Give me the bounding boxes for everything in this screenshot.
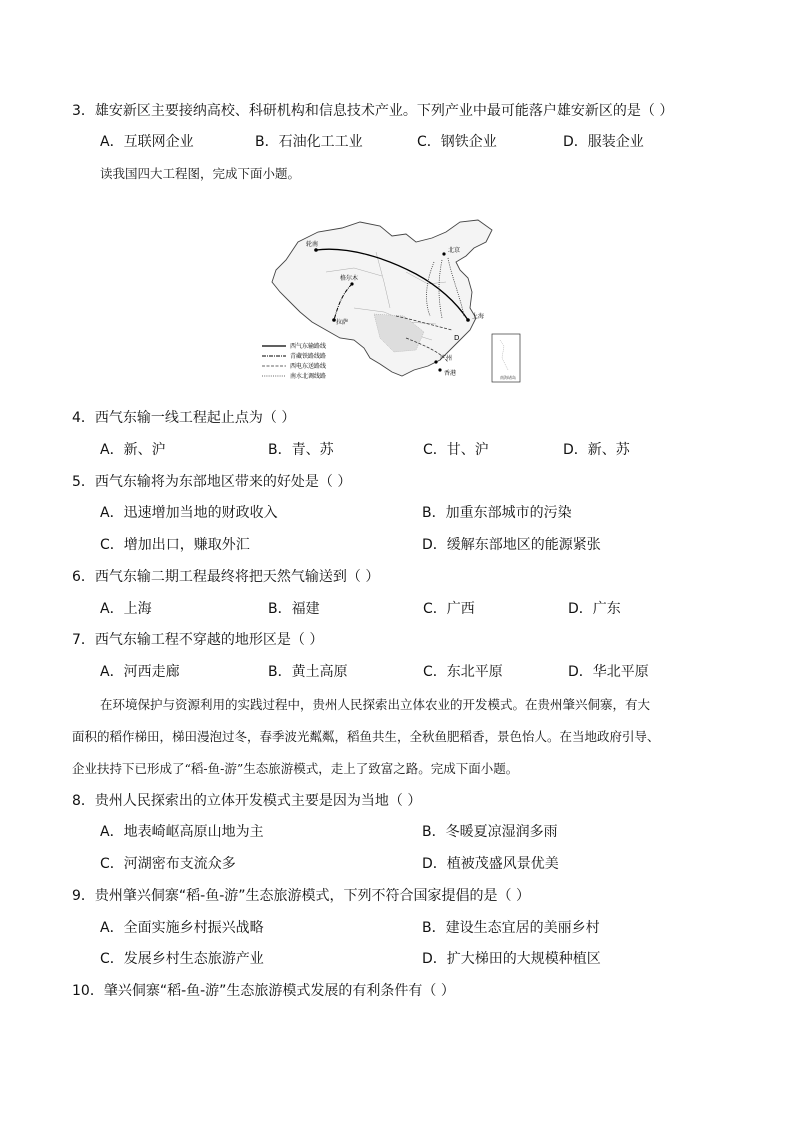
q9-option-d: D．扩大梯田的大规模种植区 [422, 951, 601, 967]
q3-option-d: D．服装企业 [563, 134, 644, 150]
question-3-stem: 3．雄安新区主要接纳高校、科研机构和信息技术产业。下列产业中最可能落户雄安新区的是（ ） [72, 103, 674, 119]
city-lunnan: 轮南 [306, 241, 319, 248]
q9-option-c: C．发展乡村生态旅游产业 [100, 951, 264, 967]
city-shanghai: 上海 [472, 313, 485, 320]
city-guangzhou: 广州 [440, 355, 453, 362]
q8-option-a: A．地表崎岖高原山地为主 [100, 824, 264, 840]
question-5-stem: 5．西气东输将为东部地区带来的好处是（ ） [72, 474, 352, 490]
q5-option-a: A．迅速增加当地的财政收入 [100, 505, 278, 521]
q8-option-b: B．冬暖夏凉湿润多雨 [422, 824, 558, 840]
q6-option-c: C．广西 [423, 601, 475, 617]
city-golmud: 格尔木 [340, 275, 359, 282]
question-7-stem: 7．西气东输工程不穿越的地形区是（ ） [72, 632, 324, 648]
q5-option-c: C．增加出口，赚取外汇 [100, 537, 250, 553]
q3-option-c: C．钢铁企业 [417, 134, 497, 150]
q9-option-b: B．建设生态宜居的美丽乡村 [422, 920, 600, 936]
city-beijing: 北京 [448, 247, 461, 254]
china-four-projects-map [256, 212, 528, 390]
q7-option-c: C．东北平原 [423, 664, 503, 680]
city-hongkong: 香港 [444, 370, 457, 377]
q4-option-a: A．新、沪 [100, 442, 166, 458]
q4-option-c: C．甘、沪 [423, 442, 489, 458]
legend-water: 南水北调线路 [290, 373, 327, 380]
question-10-stem: 10．肇兴侗寨“稻-鱼-游”生态旅游模式发展的有利条件有（ ） [72, 983, 455, 999]
intro-passage-line-2: 面积的稻作梯田，梯田漫泡过冬，春季波光粼粼，稻鱼共生，全秋鱼肥稻香，景色怡人。在当地政府引导、 [72, 729, 660, 744]
legend-gas: 西气东输路线 [290, 343, 327, 350]
q8-option-d: D．植被茂盛风景优美 [422, 856, 559, 872]
q9-option-a: A．全面实施乡村振兴战略 [100, 920, 264, 936]
map-legend [262, 342, 326, 380]
question-6-stem: 6．西气东输二期工程最终将把天然气输送到（ ） [72, 569, 380, 585]
q7-option-d: D．华北平原 [568, 664, 649, 680]
q6-option-a: A．上海 [100, 601, 152, 617]
city-lhasa: 拉萨 [336, 319, 349, 326]
intro-passage-line-3: 企业扶持下已形成了“稻-鱼-游”生态旅游模式，走上了致富之路。完成下面小题。 [72, 761, 519, 776]
q5-option-b: B．加重东部城市的污染 [422, 505, 572, 521]
q7-option-a: A．河西走廊 [100, 664, 180, 680]
q4-option-d: D．新、苏 [563, 442, 630, 458]
svg-text:D: D [454, 334, 460, 342]
q6-option-d: D．广东 [568, 601, 621, 617]
q5-option-d: D．缓解东部地区的能源紧张 [422, 537, 601, 553]
q3-option-b: B．石油化工工业 [255, 134, 363, 150]
q8-option-c: C．河湖密布支流众多 [100, 856, 236, 872]
question-4-stem: 4．西气东输一线工程起止点为（ ） [72, 410, 296, 426]
q3-option-a: A．互联网企业 [100, 134, 194, 150]
question-8-stem: 8．贵州人民探索出的立体开发模式主要是因为当地（ ） [72, 793, 422, 809]
legend-power: 西电东送路线 [290, 363, 327, 370]
q7-option-b: B．黄土高原 [268, 664, 348, 680]
intro-passage-line-1: 在环境保护与资源利用的实践过程中，贵州人民探索出立体农业的开发模式。在贵州肇兴侗寨，有大 [100, 697, 651, 712]
legend-railway: 青藏铁路线路 [290, 353, 327, 360]
q6-option-b: B．福建 [268, 601, 320, 617]
q4-option-b: B．青、苏 [268, 442, 334, 458]
intro-map-instructions: 读我国四大工程图，完成下面小题。 [100, 166, 301, 181]
question-9-stem: 9．贵州肇兴侗寨“稻-鱼-游”生态旅游模式，下列不符合国家提倡的是（ ） [72, 888, 530, 904]
inset-label: 南海诸岛 [500, 375, 516, 380]
